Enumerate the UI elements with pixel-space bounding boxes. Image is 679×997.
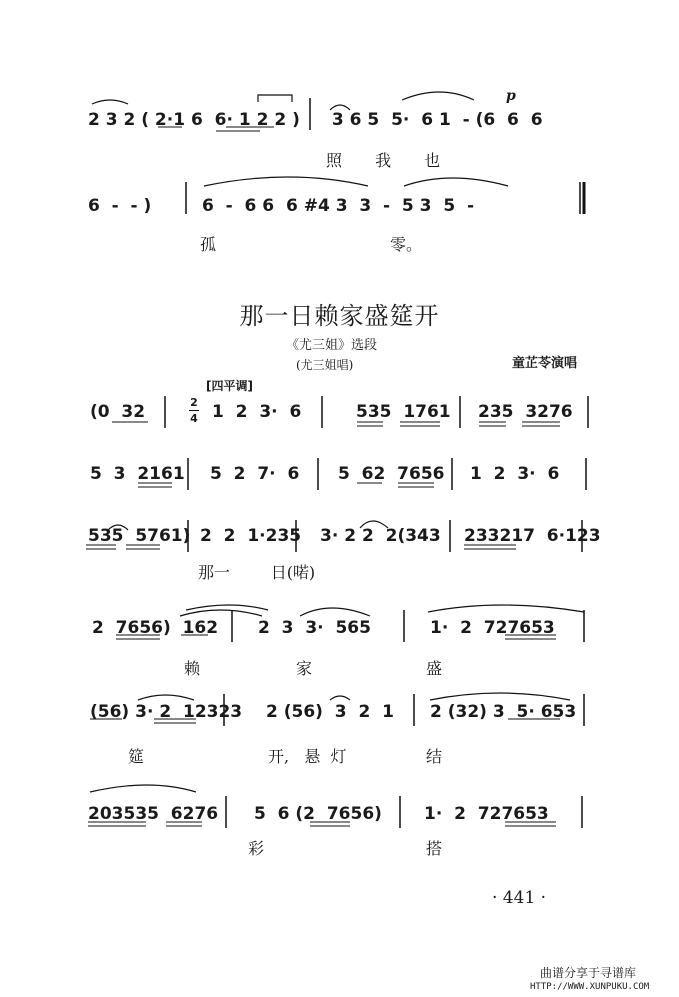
row6-measure-3: 1· 2 727653 xyxy=(424,804,549,824)
row6-lyric-b: 搭 xyxy=(426,839,443,858)
top-line1-lyric: 照 我 也 xyxy=(326,151,455,170)
row6-measure-1: 203535 6276 xyxy=(88,804,219,824)
top-line2-phrase-b: 6 - 6 6 6 #4 3 3 - 5 3 5 - xyxy=(202,196,475,216)
row1-measure-1: (0 32 xyxy=(90,402,146,422)
row1-measure-4: 235 3276 xyxy=(478,402,573,422)
row6-measure-2: 5 6 (2 7656) xyxy=(254,804,382,824)
row4-measure-3: 1· 2 727653 xyxy=(430,618,555,638)
footer-site-name: 曲谱分享于寻谱库 xyxy=(540,966,637,980)
row3-measure-4: 233217 6·123 xyxy=(464,526,601,546)
time-sig-line xyxy=(189,410,199,411)
row3-measure-2: 2 2 1·235 xyxy=(200,526,302,546)
row1-measure-2: 1 2 3· 6 xyxy=(212,402,302,422)
footer-site-url: HTTP://WWW.XUNPUKU.COM xyxy=(530,982,650,992)
row2-measure-4: 1 2 3· 6 xyxy=(470,464,560,484)
top-line1-phrase-b: 3 6 5 5· 6 1 - (6 6 6 xyxy=(326,110,543,130)
dynamic-marking: p xyxy=(506,88,516,104)
song-title: 那一日赖家盛筵开 xyxy=(239,302,440,330)
time-sig-bottom: 4 xyxy=(190,412,198,425)
row5-lyric-a: 筵 xyxy=(128,747,145,766)
row5-lyric-b: 开, 悬 灯 xyxy=(268,747,347,766)
row5-measure-1: (56) 3· 2 12323 xyxy=(90,702,243,722)
top-line2-lyric-a: 孤 xyxy=(200,235,217,254)
row3-measure-1: 535 5761) xyxy=(88,526,191,546)
row2-measure-1: 5 3 2161 xyxy=(90,464,185,484)
song-subtitle: 《尤三姐》选段 xyxy=(286,338,378,353)
row1-measure-3: 535 1761 xyxy=(356,402,451,422)
row5-measure-3: 2 (32) 3 5· 653 xyxy=(430,702,577,722)
row2-measure-3: 5 62 7656 xyxy=(338,464,445,484)
row5-lyric-c: 结 xyxy=(426,747,443,766)
row4-measure-2: 2 3 3· 565 xyxy=(258,618,371,638)
row3-measure-3: 3· 2 2 2(343 xyxy=(320,526,441,546)
singer-credit: 童芷苓演唱 xyxy=(512,356,578,371)
row4-lyric-c: 盛 xyxy=(426,659,443,678)
row4-measure-1: 2 7656) 162 xyxy=(92,618,219,638)
page-number: · 441 · xyxy=(492,888,547,908)
song-role: (尤三姐唱) xyxy=(296,358,354,372)
top-line2-phrase-a: 6 - - ) xyxy=(88,196,152,216)
time-sig-top: 2 xyxy=(190,396,198,409)
row2-measure-2: 5 2 7· 6 xyxy=(210,464,300,484)
row4-lyric-b: 家 xyxy=(296,659,313,678)
row5-measure-2: 2 (56) 3 2 1 xyxy=(266,702,394,722)
row4-lyric-a: 赖 xyxy=(184,659,201,678)
row3-lyric: 那一 日(喏) xyxy=(198,563,316,582)
top-line2-lyric-b: 零。 xyxy=(390,235,423,254)
top-line1-phrase-a: 2 3 2 ( 2·1 6 6· 1 2 2 ) xyxy=(88,110,306,130)
row6-lyric-a: 彩 xyxy=(248,839,265,858)
mode-marking: [四平调] xyxy=(206,379,253,393)
